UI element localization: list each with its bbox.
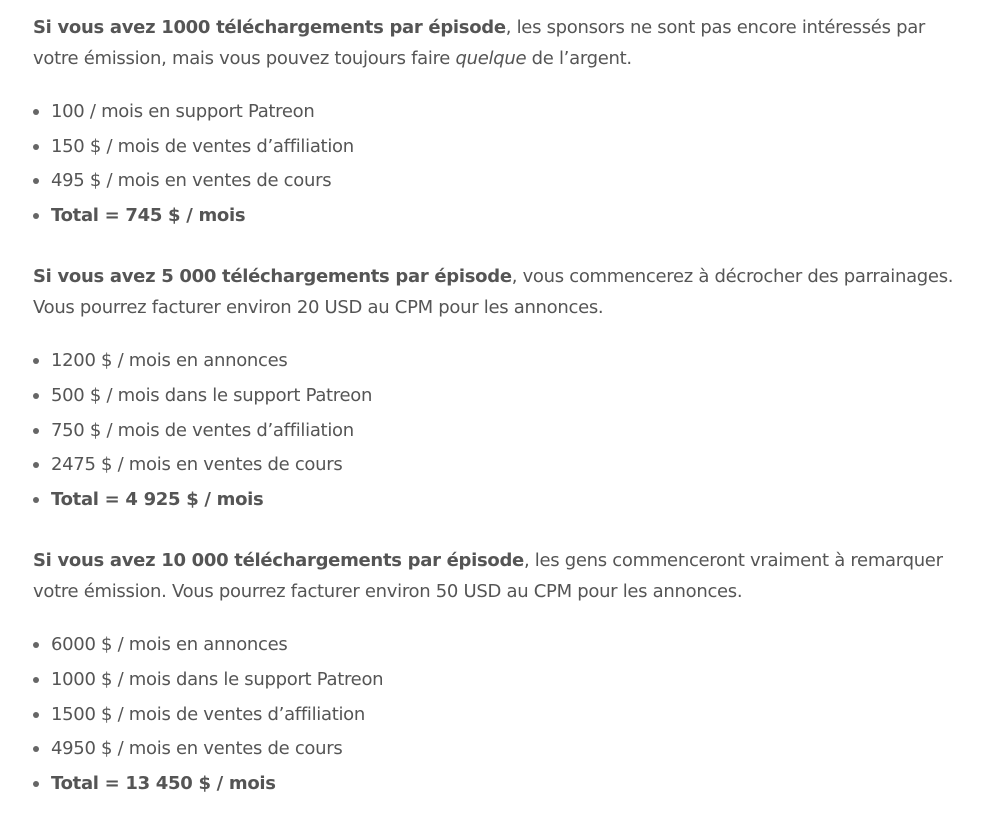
section-intro xyxy=(33,261,963,323)
bullet-icon xyxy=(33,781,39,787)
list-item-text: 1500 $ / mois de ventes d’affiliation xyxy=(51,703,365,725)
section-lead-text-end: de l’argent. xyxy=(526,48,632,69)
list-item xyxy=(33,448,1000,483)
section-lead-bold: Si vous avez 10 000 téléchargements par épisode xyxy=(33,550,524,572)
bullet-icon xyxy=(33,642,39,648)
bullet-icon xyxy=(33,746,39,752)
list-item-total xyxy=(33,767,1000,802)
bullet-icon xyxy=(33,462,39,468)
list-item xyxy=(33,732,1000,767)
section-lead-bold: Si vous avez 5 000 téléchargements par épisode xyxy=(33,266,512,288)
list-item xyxy=(33,164,1000,199)
revenue-list xyxy=(33,628,1000,801)
total-text: Total = 745 $ / mois xyxy=(51,204,246,226)
revenue-list xyxy=(33,344,1000,517)
list-item xyxy=(33,344,1000,379)
bullet-icon xyxy=(33,178,39,184)
list-item xyxy=(33,95,1000,130)
section-intro xyxy=(33,545,963,607)
list-item-text: 6000 $ / mois en annonces xyxy=(51,634,288,656)
bullet-icon xyxy=(33,428,39,434)
list-item-total xyxy=(33,483,1000,518)
bullet-icon xyxy=(33,393,39,399)
section-5000-downloads xyxy=(33,261,1000,517)
list-item-text: 495 $ / mois en ventes de cours xyxy=(51,170,332,192)
section-lead-text: , les sponsors ne sont pas encore intéressés par votre émission, mais vous pouvez toujours faire xyxy=(33,17,926,69)
list-item xyxy=(33,414,1000,449)
list-item-text: 4950 $ / mois en ventes de cours xyxy=(51,738,343,760)
list-item-text: 150 $ / mois de ventes d’affiliation xyxy=(51,135,354,157)
section-1000-downloads xyxy=(33,12,1000,233)
list-item-text: 1200 $ / mois en annonces xyxy=(51,350,288,372)
list-item-text: 750 $ / mois de ventes d’affiliation xyxy=(51,419,354,441)
section-lead-text: , les gens commenceront vraiment à remarquer votre émission. Vous pourrez facturer environ 50 USD au CPM pour les annonces. xyxy=(33,550,943,603)
bullet-icon xyxy=(33,358,39,364)
list-item-text: 1000 $ / mois dans le support Patreon xyxy=(51,668,384,690)
list-item-total xyxy=(33,199,1000,234)
bullet-icon xyxy=(33,497,39,503)
list-item-text: 500 $ / mois dans le support Patreon xyxy=(51,384,373,406)
list-item xyxy=(33,628,1000,663)
section-lead-bold: Si vous avez 1000 téléchargements par épisode xyxy=(33,17,506,38)
section-10000-downloads xyxy=(33,545,1000,801)
list-item-text: 2475 $ / mois en ventes de cours xyxy=(51,454,343,476)
list-item xyxy=(33,663,1000,698)
list-item xyxy=(33,698,1000,733)
bullet-icon xyxy=(33,144,39,150)
bullet-icon xyxy=(33,712,39,718)
revenue-list xyxy=(33,95,1000,233)
bullet-icon xyxy=(33,213,39,219)
section-lead-emphasis: quelque xyxy=(455,48,527,69)
total-text: Total = 13 450 $ / mois xyxy=(51,772,276,794)
section-lead-text: , vous commencerez à décrocher des parrainages. Vous pourrez facturer environ 20 USD au CPM pour les annonces. xyxy=(33,266,954,319)
list-item xyxy=(33,130,1000,165)
bullet-icon xyxy=(33,109,39,115)
section-intro xyxy=(33,12,963,74)
total-text: Total = 4 925 $ / mois xyxy=(51,488,264,510)
bullet-icon xyxy=(33,677,39,683)
list-item xyxy=(33,379,1000,414)
list-item-text: 100 / mois en support Patreon xyxy=(51,101,315,122)
